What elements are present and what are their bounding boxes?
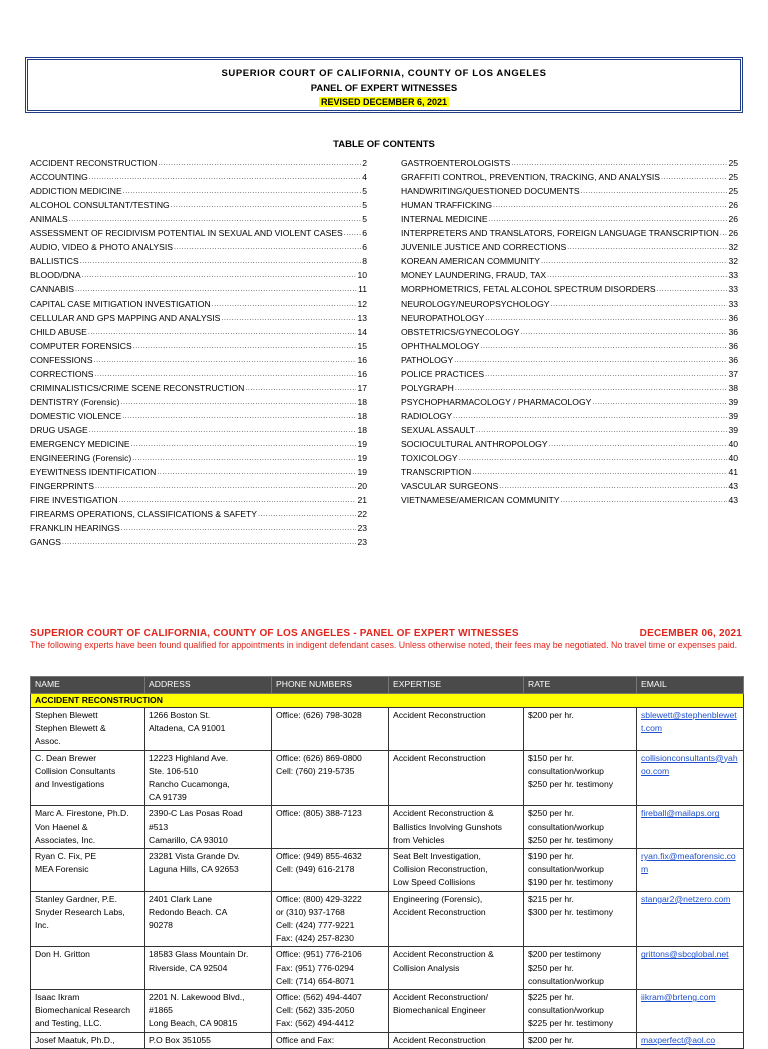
toc-leader-dots xyxy=(157,466,356,478)
cell-phones: Office and Fax: xyxy=(272,1032,389,1048)
toc-entry-label: CANNABIS xyxy=(30,284,74,295)
toc-entry[interactable] xyxy=(30,253,367,267)
toc-entry[interactable] xyxy=(401,295,738,309)
cell-name: Isaac Ikram Biomechanical Research and Testing, LLC. xyxy=(31,990,145,1033)
toc-entry-label: OPHTHALMOLOGY xyxy=(401,340,480,351)
cell-expertise: Engineering (Forensic), Accident Reconstruction xyxy=(389,891,524,947)
document-header xyxy=(25,57,743,113)
toc-entry-page: 22 xyxy=(357,509,367,520)
toc-entry-page: 19 xyxy=(357,467,367,478)
cell-phones: Office: (805) 388-7123 xyxy=(272,806,389,849)
toc-entry-label: CONFESSIONS xyxy=(30,354,93,365)
cell-address: P.O Box 351055 xyxy=(145,1032,272,1048)
toc-leader-dots xyxy=(132,452,356,464)
cell-address: 2401 Clark Lane Redondo Beach. CA 90278 xyxy=(145,891,272,947)
col-header-name: NAME xyxy=(31,677,145,694)
cell-email[interactable]: collisionconsultants@yahoo.com xyxy=(637,750,744,806)
toc-entry-page: 18 xyxy=(357,424,367,435)
toc-entry-label: KOREAN AMERICAN COMMUNITY xyxy=(401,256,540,267)
table-header-row xyxy=(31,677,744,694)
cell-expertise: Seat Belt Investigation, Collision Reconstruction, Low Speed Collisions xyxy=(389,849,524,892)
toc-leader-dots xyxy=(171,199,361,211)
toc-entry-page: 5 xyxy=(362,214,367,225)
table-row xyxy=(31,849,744,892)
toc-leader-dots xyxy=(119,494,357,506)
toc-entry-page: 16 xyxy=(357,368,367,379)
toc-entry[interactable] xyxy=(401,422,738,436)
toc-leader-dots xyxy=(551,298,728,310)
toc-entry-page: 41 xyxy=(728,467,738,478)
toc-entry-page: 33 xyxy=(728,284,738,295)
cell-name: C. Dean Brewer Collision Consultants and Investigations xyxy=(31,750,145,806)
toc-entry-label: NEUROPATHOLOGY xyxy=(401,312,485,323)
toc-right-column xyxy=(401,155,738,506)
toc-entry-page: 33 xyxy=(728,270,738,281)
toc-entry-page: 32 xyxy=(728,242,738,253)
toc-entry-label: COMPUTER FORENSICS xyxy=(30,340,132,351)
toc-entry-page: 8 xyxy=(362,256,367,267)
table-row xyxy=(31,708,744,751)
cell-rate: $250 per hr. consultation/workup $250 per hr. testimony xyxy=(524,806,637,849)
toc-entry-label: RADIOLOGY xyxy=(401,410,453,421)
toc-entry-label: POLYGRAPH xyxy=(401,382,454,393)
toc-entry-page: 6 xyxy=(362,242,367,253)
toc-entry-page: 39 xyxy=(728,396,738,407)
toc-entry[interactable] xyxy=(30,239,367,253)
toc-entry-label: CAPITAL CASE MITIGATION INVESTIGATION xyxy=(30,298,211,309)
toc-entry-label: VASCULAR SURGEONS xyxy=(401,481,499,492)
toc-entry-label: SEXUAL ASSAULT xyxy=(401,424,476,435)
toc-entry-label: EYEWITNESS IDENTIFICATION xyxy=(30,467,157,478)
toc-leader-dots xyxy=(549,438,728,450)
toc-entry-page: 19 xyxy=(357,438,367,449)
col-header-email: EMAIL xyxy=(637,677,744,694)
toc-entry-page: 2 xyxy=(362,158,367,169)
table-row xyxy=(31,1032,744,1048)
cell-expertise: Accident Reconstruction xyxy=(389,1032,524,1048)
toc-entry-page: 13 xyxy=(357,312,367,323)
toc-entry-label: JUVENILE JUSTICE AND CORRECTIONS xyxy=(401,242,567,253)
toc-leader-dots xyxy=(95,480,356,492)
toc-entry-page: 18 xyxy=(357,410,367,421)
revised-date: REVISED DECEMBER 6, 2021 xyxy=(320,97,448,107)
toc-leader-dots xyxy=(89,171,361,183)
toc-leader-dots xyxy=(476,424,727,436)
toc-entry[interactable] xyxy=(30,534,367,548)
toc-entry[interactable] xyxy=(401,281,738,295)
section-row xyxy=(31,694,744,708)
toc-entry[interactable] xyxy=(401,408,738,422)
cell-expertise: Accident Reconstruction & Ballistics Involving Gunshots from Vehicles xyxy=(389,806,524,849)
cell-email[interactable]: stangar2@netzero.com xyxy=(637,891,744,947)
toc-entry-label: DRUG USAGE xyxy=(30,424,88,435)
toc-entry-label: ANIMALS xyxy=(30,214,68,225)
toc-entry-label: POLICE PRACTICES xyxy=(401,368,485,379)
toc-entry-page: 38 xyxy=(728,382,738,393)
toc-entry-label: FIRE INVESTIGATION xyxy=(30,495,118,506)
toc-entry[interactable] xyxy=(30,169,367,183)
toc-leader-dots xyxy=(720,227,728,239)
toc-entry-page: 26 xyxy=(728,214,738,225)
cell-rate: $215 per hr. $300 per hr. testimony xyxy=(524,891,637,947)
toc-entry[interactable] xyxy=(401,225,738,239)
cell-phones: Office: (626) 869-0800 Cell: (760) 219-5735 xyxy=(272,750,389,806)
toc-entry[interactable] xyxy=(401,450,738,464)
panel-title: PANEL OF EXPERT WITNESSES xyxy=(310,83,458,94)
cell-email[interactable]: ryan.fix@meaforensic.com xyxy=(637,849,744,892)
toc-entry[interactable] xyxy=(401,253,738,267)
col-header-expertise: EXPERTISE xyxy=(389,677,524,694)
toc-entry[interactable] xyxy=(401,197,738,211)
toc-leader-dots xyxy=(547,269,727,281)
toc-entry-label: EMERGENCY MEDICINE xyxy=(30,438,130,449)
cell-phones: Office: (951) 776-2106 Fax: (951) 776-0294 Cell: (714) 654-8071 xyxy=(272,947,389,990)
toc-entry-label: PATHOLOGY xyxy=(401,354,454,365)
cell-name: Ryan C. Fix, PE MEA Forensic xyxy=(31,849,145,892)
toc-entry-page: 25 xyxy=(728,172,738,183)
toc-entry-page: 36 xyxy=(728,326,738,337)
toc-entry-page: 15 xyxy=(357,340,367,351)
cell-expertise: Accident Reconstruction xyxy=(389,750,524,806)
toc-entry-page: 33 xyxy=(728,298,738,309)
cell-rate: $190 per hr. consultation/workup $190 per hr. testimony xyxy=(524,849,637,892)
cell-email[interactable]: maxperfect@aol.co xyxy=(637,1032,744,1048)
toc-leader-dots xyxy=(454,354,727,366)
toc-leader-dots xyxy=(88,326,357,338)
toc-leader-dots xyxy=(480,340,727,352)
toc-entry-label: AUDIO, VIDEO & PHOTO ANALYSIS xyxy=(30,242,173,253)
toc-entry-label: SOCIOCULTURAL ANTHROPOLOGY xyxy=(401,438,548,449)
toc-leader-dots xyxy=(121,522,357,534)
toc-entry-label: FRANKLIN HEARINGS xyxy=(30,523,120,534)
toc-entry[interactable] xyxy=(30,394,367,408)
cell-rate: $200 per hr. xyxy=(524,1032,637,1048)
toc-leader-dots xyxy=(245,382,356,394)
toc-entry[interactable] xyxy=(401,380,738,394)
table-row xyxy=(31,947,744,990)
toc-entry-label: VIETNAMESE/AMERICAN COMMUNITY xyxy=(401,495,560,506)
toc-leader-dots xyxy=(453,410,727,422)
cell-name: Marc A. Firestone, Ph.D. Von Haenel & Associates, Inc. xyxy=(31,806,145,849)
toc-entry-page: 37 xyxy=(728,368,738,379)
toc-entry-label: ASSESSMENT OF RECIDIVISM POTENTIAL IN SEXUAL AND VIOLENT CASES xyxy=(30,228,343,239)
toc-leader-dots xyxy=(344,227,361,239)
cell-address: 12223 Highland Ave. Ste. 106-510 Rancho Cucamonga, CA 91739 xyxy=(145,750,272,806)
toc-entry-label: ACCIDENT RECONSTRUCTION xyxy=(30,158,158,169)
cell-expertise: Accident Reconstruction & Collision Analysis xyxy=(389,947,524,990)
toc-leader-dots xyxy=(511,157,727,169)
toc-entry-label: GASTROENTEROLOGISTS xyxy=(401,158,511,169)
court-note: The following experts have been found qualified for appointments in indigent defendant cases. Unless otherwise noted, their fees may be negotiated. No travel time or expenses paid. xyxy=(30,640,738,650)
toc-entry-page: 36 xyxy=(728,312,738,323)
toc-entry[interactable] xyxy=(30,506,367,520)
toc-leader-dots xyxy=(131,438,357,450)
toc-entry-page: 25 xyxy=(728,158,738,169)
table-row xyxy=(31,891,744,947)
toc-entry-label: NEUROLOGY/NEUROPSYCHOLOGY xyxy=(401,298,550,309)
toc-entry-label: ENGINEERING (Forensic) xyxy=(30,453,132,464)
toc-entry-label: OBSTETRICS/GYNECOLOGY xyxy=(401,326,520,337)
toc-entry[interactable] xyxy=(30,352,367,366)
toc-leader-dots xyxy=(122,410,356,422)
toc-entry-page: 43 xyxy=(728,495,738,506)
toc-entry[interactable] xyxy=(30,338,367,352)
toc-entry-page: 39 xyxy=(728,424,738,435)
toc-entry[interactable] xyxy=(401,464,738,478)
cell-rate: $150 per hr. consultation/workup $250 per hr. testimony xyxy=(524,750,637,806)
toc-entry[interactable] xyxy=(401,436,738,450)
toc-title: TABLE OF CONTENTS xyxy=(333,139,435,150)
table-row xyxy=(31,990,744,1033)
cell-address: 18583 Glass Mountain Dr. Riverside, CA 92504 xyxy=(145,947,272,990)
toc-leader-dots xyxy=(493,199,727,211)
toc-entry-page: 5 xyxy=(362,200,367,211)
toc-leader-dots xyxy=(489,213,728,225)
toc-entry[interactable] xyxy=(30,183,367,197)
toc-entry[interactable] xyxy=(30,492,367,506)
toc-entry-page: 40 xyxy=(728,453,738,464)
cell-rate: $225 per hr. consultation/workup $225 per hr. testimony xyxy=(524,990,637,1033)
toc-entry[interactable] xyxy=(401,478,738,492)
toc-entry-label: BLOOD/DNA xyxy=(30,270,81,281)
toc-entry-label: ACCOUNTING xyxy=(30,172,88,183)
toc-entry[interactable] xyxy=(30,225,367,239)
toc-entry[interactable] xyxy=(30,436,367,450)
toc-leader-dots xyxy=(258,508,356,520)
col-header-rate: RATE xyxy=(524,677,637,694)
toc-entry-page: 20 xyxy=(357,481,367,492)
toc-entry-page: 23 xyxy=(357,523,367,534)
toc-leader-dots xyxy=(75,283,357,295)
court-section-header xyxy=(30,628,742,652)
toc-leader-dots xyxy=(455,382,728,394)
toc-entry[interactable] xyxy=(30,478,367,492)
cell-address: 23281 Vista Grande Dv. Laguna Hills, CA 92653 xyxy=(145,849,272,892)
toc-entry-page: 16 xyxy=(357,354,367,365)
toc-entry-label: FINGERPRINTS xyxy=(30,481,94,492)
toc-entry-label: CORRECTIONS xyxy=(30,368,94,379)
toc-entry-page: 36 xyxy=(728,340,738,351)
toc-leader-dots xyxy=(561,494,728,506)
toc-leader-dots xyxy=(541,255,727,267)
toc-leader-dots xyxy=(485,368,727,380)
toc-entry-label: INTERPRETERS AND TRANSLATORS, FOREIGN LANGUAGE TRANSCRIPTION xyxy=(401,228,719,239)
toc-entry-page: 26 xyxy=(728,200,738,211)
toc-leader-dots xyxy=(80,255,362,267)
toc-entry-label: FIREARMS OPERATIONS, CLASSIFICATIONS & SAFETY xyxy=(30,509,257,520)
cell-phones: Office: (562) 494-4407 Cell: (562) 335-2050 Fax: (562) 494-4412 xyxy=(272,990,389,1033)
toc-entry-label: GRAFFITI CONTROL, PREVENTION, TRACKING, AND ANALYSIS xyxy=(401,172,660,183)
toc-entry-page: 43 xyxy=(728,481,738,492)
toc-entry-page: 36 xyxy=(728,354,738,365)
toc-entry[interactable] xyxy=(30,211,367,225)
toc-entry-page: 25 xyxy=(728,186,738,197)
cell-name: Josef Maatuk, Ph.D., xyxy=(31,1032,145,1048)
cell-email[interactable]: fireball@mailaps.org xyxy=(637,806,744,849)
toc-leader-dots xyxy=(62,536,356,548)
table-row xyxy=(31,750,744,806)
toc-leader-dots xyxy=(94,354,357,366)
cell-expertise: Accident Reconstruction xyxy=(389,708,524,751)
cell-phones: Office: (800) 429-3222 or (310) 937-1768 Cell: (424) 777-9221 Fax: (424) 257-8230 xyxy=(272,891,389,947)
toc-entry-page: 17 xyxy=(357,382,367,393)
toc-leader-dots xyxy=(657,283,728,295)
toc-entry-label: TRANSCRIPTION xyxy=(401,467,472,478)
toc-entry-label: CRIMINALISTICS/CRIME SCENE RECONSTRUCTION xyxy=(30,382,245,393)
experts-table xyxy=(30,676,744,1049)
toc-entry-page: 12 xyxy=(357,298,367,309)
cell-expertise: Accident Reconstruction/ Biomechanical Engineer xyxy=(389,990,524,1033)
toc-entry-page: 11 xyxy=(358,284,367,295)
court-panel-date: DECEMBER 06, 2021 xyxy=(639,628,742,639)
toc-leader-dots xyxy=(581,185,728,197)
toc-entry-label: ADDICTION MEDICINE xyxy=(30,186,122,197)
toc-entry-label: MONEY LAUNDERING, FRAUD, TAX xyxy=(401,270,547,281)
toc-leader-dots xyxy=(69,213,361,225)
section-label: ACCIDENT RECONSTRUCTION xyxy=(31,694,744,708)
toc-leader-dots xyxy=(499,480,727,492)
toc-entry[interactable] xyxy=(401,324,738,338)
toc-entry-label: GANGS xyxy=(30,537,62,548)
toc-entry[interactable] xyxy=(401,267,738,281)
toc-entry-page: 18 xyxy=(357,396,367,407)
toc-entry-label: DOMESTIC VIOLENCE xyxy=(30,410,122,421)
col-header-phone: PHONE NUMBERS xyxy=(272,677,389,694)
toc-entry-page: 6 xyxy=(362,228,367,239)
toc-entry-page: 19 xyxy=(357,453,367,464)
toc-entry[interactable] xyxy=(401,169,738,183)
toc-leader-dots xyxy=(520,326,727,338)
toc-leader-dots xyxy=(221,312,356,324)
toc-entry[interactable] xyxy=(30,155,367,169)
toc-entry-label: HUMAN TRAFFICKING xyxy=(401,200,493,211)
cell-email[interactable]: iikram@brteng.com xyxy=(637,990,744,1033)
cell-phones: Office: (949) 855-4632 Cell: (949) 616-2178 xyxy=(272,849,389,892)
col-header-address: ADDRESS xyxy=(145,677,272,694)
cell-email[interactable]: grittons@sbcglobal.net xyxy=(637,947,744,990)
toc-entry[interactable] xyxy=(30,366,367,380)
toc-entry-label: INTERNAL MEDICINE xyxy=(401,214,488,225)
toc-entry[interactable] xyxy=(401,338,738,352)
toc-leader-dots xyxy=(459,452,728,464)
toc-leader-dots xyxy=(82,269,357,281)
table-row xyxy=(31,806,744,849)
toc-entry-label: PSYCHOPHARMACOLOGY / PHARMACOLOGY xyxy=(401,396,592,407)
cell-name: Stephen Blewett Stephen Blewett & Assoc. xyxy=(31,708,145,751)
toc-entry-page: 32 xyxy=(728,256,738,267)
cell-address: 2390-C Las Posas Road #513 Camarillo, CA 93010 xyxy=(145,806,272,849)
toc-entry[interactable] xyxy=(401,310,738,324)
toc-entry-label: CHILD ABUSE xyxy=(30,326,87,337)
toc-entry-label: DENTISTRY (Forensic) xyxy=(30,396,120,407)
toc-entry[interactable] xyxy=(30,408,367,422)
toc-entry-page: 40 xyxy=(728,438,738,449)
toc-entry-page: 23 xyxy=(357,537,367,548)
toc-entry-label: CELLULAR AND GPS MAPPING AND ANALYSIS xyxy=(30,312,221,323)
toc-entry-page: 39 xyxy=(728,410,738,421)
toc-leader-dots xyxy=(174,241,361,253)
toc-entry[interactable] xyxy=(30,267,367,281)
toc-entry-page: 5 xyxy=(362,186,367,197)
toc-entry[interactable] xyxy=(30,281,367,295)
toc-entry[interactable] xyxy=(401,352,738,366)
toc-entry[interactable] xyxy=(401,366,738,380)
toc-entry[interactable] xyxy=(401,239,738,253)
toc-left-column xyxy=(30,155,367,548)
toc-entry[interactable] xyxy=(401,394,738,408)
toc-entry-page: 26 xyxy=(728,228,738,239)
toc-leader-dots xyxy=(567,241,727,253)
cell-rate: $200 per testimony $250 per hr. consultation/workup xyxy=(524,947,637,990)
toc-entry[interactable] xyxy=(30,197,367,211)
toc-entry[interactable] xyxy=(401,492,738,506)
toc-entry[interactable] xyxy=(30,520,367,534)
toc-leader-dots xyxy=(212,298,357,310)
toc-entry[interactable] xyxy=(30,295,367,309)
toc-entry-label: MORPHOMETRICS, FETAL ALCOHOL SPECTRUM DISORDERS xyxy=(401,284,656,295)
toc-leader-dots xyxy=(485,312,727,324)
toc-leader-dots xyxy=(123,185,362,197)
toc-entry[interactable] xyxy=(30,450,367,464)
toc-entry[interactable] xyxy=(401,211,738,225)
court-name: SUPERIOR COURT OF CALIFORNIA, COUNTY OF LOS ANGELES xyxy=(221,68,547,79)
toc-entry-label: BALLISTICS xyxy=(30,256,79,267)
cell-address: 2201 N. Lakewood Blvd., #1865 Long Beach, CA 90815 xyxy=(145,990,272,1033)
toc-entry[interactable] xyxy=(30,464,367,478)
toc-leader-dots xyxy=(89,424,357,436)
toc-entry-page: 21 xyxy=(357,495,367,506)
court-panel-title: SUPERIOR COURT OF CALIFORNIA, COUNTY OF LOS ANGELES - PANEL OF EXPERT WITNESSES xyxy=(30,628,519,639)
toc-leader-dots xyxy=(95,368,357,380)
toc-leader-dots xyxy=(158,157,361,169)
toc-entry-label: HANDWRITING/QUESTIONED DOCUMENTS xyxy=(401,186,580,197)
toc-entry-page: 10 xyxy=(357,270,367,281)
toc-leader-dots xyxy=(472,466,727,478)
toc-entry-label: TOXICOLOGY xyxy=(401,453,458,464)
toc-leader-dots xyxy=(592,396,727,408)
toc-entry[interactable] xyxy=(30,310,367,324)
toc-leader-dots xyxy=(661,171,727,183)
toc-entry[interactable] xyxy=(30,324,367,338)
cell-address: 1266 Boston St. Altadena, CA 91001 xyxy=(145,708,272,751)
cell-name: Stanley Gardner, P.E. Snyder Research Labs, Inc. xyxy=(31,891,145,947)
toc-entry[interactable] xyxy=(401,155,738,169)
cell-name: Don H. Gritton xyxy=(31,947,145,990)
cell-email[interactable]: sblewett@stephenblewett.com xyxy=(637,708,744,751)
toc-leader-dots xyxy=(133,340,357,352)
cell-phones: Office: (626) 798-3028 xyxy=(272,708,389,751)
toc-leader-dots xyxy=(120,396,356,408)
toc-entry[interactable] xyxy=(30,422,367,436)
toc-entry[interactable] xyxy=(30,380,367,394)
cell-rate: $200 per hr. xyxy=(524,708,637,751)
toc-entry-page: 4 xyxy=(362,172,367,183)
toc-entry-page: 14 xyxy=(357,326,367,337)
toc-entry[interactable] xyxy=(401,183,738,197)
toc-entry-label: ALCOHOL CONSULTANT/TESTING xyxy=(30,200,170,211)
